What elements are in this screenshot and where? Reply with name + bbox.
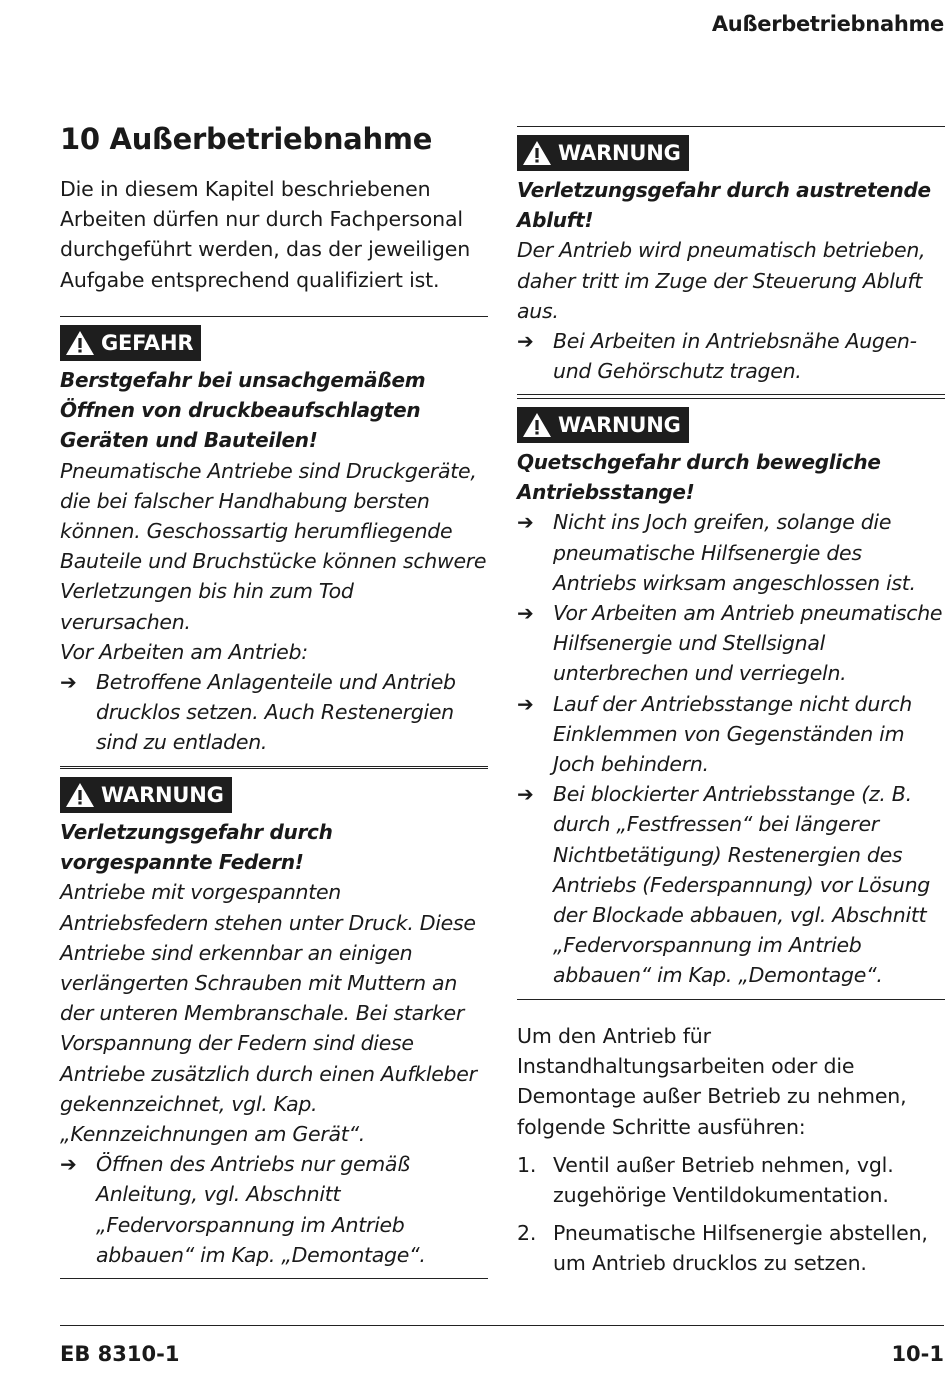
danger-box [60,316,488,767]
warning-box-exhaust [517,126,945,395]
steps-section [517,1021,945,1279]
warning-headline: Verletzungsgefahr durch austretende Abluft! [517,178,931,233]
warning-badge-label: WARNUNG [101,783,224,807]
list-item [517,507,945,598]
danger-badge-label: GEFAHR [101,331,194,355]
arrow-right-icon: ➔ [60,1152,77,1177]
list-item-text: Vor Arbeiten am Antrieb pneumatische Hilfsenergie und Stellsignal unterbrechen und verriegeln. [553,601,943,686]
warning-triangle-icon [65,330,95,356]
arrow-right-icon: ➔ [517,782,534,807]
warning-badge-label: WARNUNG [558,141,681,165]
arrow-right-icon: ➔ [517,329,534,354]
step-number: 2. [517,1221,537,1246]
step-text: Ventil außer Betrieb nehmen, vgl. zugehörige Ventildokumentation. [553,1152,894,1208]
step-item [517,1150,945,1210]
warning-text: Der Antrieb wird pneumatisch betrieben, daher tritt im Zuge der Steuerung Abluft aus. [517,238,926,323]
list-item [517,689,945,780]
list-item-text: Betroffene Anlagenteile und Antrieb drucklos setzen. Auch Restenergien sind zu entladen. [96,670,456,755]
chapter-title: 10 Außerbetriebnahme [60,122,433,156]
warning-box-springs [60,768,488,1279]
list-item [60,1149,488,1270]
danger-text: Pneumatische Antriebe sind Druckgeräte, die bei falscher Handhabung bersten können. Geschossartig herumfliegende Bauteile und Bruchstücke können schwere Verletzungen bis hin zum Tod verursachen. [60,458,487,634]
warning-triangle-icon [522,412,552,438]
warning-badge [60,777,232,813]
danger-pre-list: Vor Arbeiten am Antrieb: [60,639,308,664]
intro-paragraph: Die in diesem Kapitel beschriebenen Arbeiten dürfen nur durch Fachpersonal durchgeführt werden, das der jeweiligen Aufgabe entsprechend qualifiziert ist. [60,177,471,292]
list-item [60,667,488,758]
list-item-text: Bei blockierter Antriebsstange (z. B. durch „Festfressen“ bei längerer Nichtbetätigung) Restenergien des Antriebs (Federspannung) vor Lösung der Blockade abbauen, vgl. Abschnitt „Federvorspannung im Antrieb abbauen“ im Kap. „Demontage“. [553,782,930,988]
running-header: Außerbetriebnahme [711,12,944,36]
danger-headline: Berstgefahr bei unsachgemäßem Öffnen von druckbeaufschlagten Geräten und Bauteilen! [60,368,426,453]
arrow-right-icon: ➔ [517,691,534,716]
step-text: Pneumatische Hilfsenergie abstellen, um Antrieb drucklos zu setzen. [553,1221,928,1276]
list-item-text: Lauf der Antriebsstange nicht durch Einklemmen von Gegenständen im Joch behindern. [553,691,912,777]
warning-triangle-icon [65,782,95,808]
arrow-right-icon: ➔ [517,601,534,626]
warning-headline: Quetschgefahr durch bewegliche Antriebsstange! [517,450,881,505]
warning-triangle-icon [522,140,552,166]
arrow-right-icon: ➔ [517,510,534,535]
steps-intro: Um den Antrieb für Instandhaltungsarbeiten oder die Demontage außer Betrieb zu nehmen, folgende Schritte ausführen: [517,1024,907,1139]
step-number: 1. [517,1152,537,1177]
footer-doc-id: EB 8310-1 [60,1342,180,1366]
warning-badge [517,135,689,171]
list-item-text: Bei Arbeiten in Antriebsnähe Augen- und Gehörschutz tragen. [553,329,917,384]
footer-page-number: 10-1 [891,1342,944,1366]
step-item [517,1218,945,1278]
arrow-right-icon: ➔ [60,670,77,695]
danger-badge [60,325,201,361]
list-item-text: Öffnen des Antriebs nur gemäß Anleitung, vgl. Abschnitt „Federvorspannung im Antrieb abbauen“ im Kap. „Demontage“. [96,1152,426,1267]
warning-badge-label: WARNUNG [558,413,681,437]
list-item [517,326,945,386]
list-item [517,779,945,990]
warning-box-crush [517,398,945,1000]
warning-headline: Verletzungsgefahr durch vorgespannte Federn! [60,820,333,875]
list-item-text: Nicht ins Joch greifen, solange die pneumatische Hilfsenergie des Antriebs wirksam angeschlossen ist. [553,510,916,595]
list-item [517,598,945,689]
warning-text: Antriebe mit vorgespannten Antriebsfedern stehen unter Druck. Diese Antriebe sind erkennbar an einigen verlängerten Schrauben mit Muttern an der unteren Membranschale. Bei starker Vorspannung der Federn sind diese Antriebe zusätzlich durch einen Aufkleber gekennzeichnet, vgl. Kap. „Kennzeichnungen am Gerät“. [60,880,477,1147]
warning-badge [517,407,689,443]
footer-divider [60,1325,944,1326]
